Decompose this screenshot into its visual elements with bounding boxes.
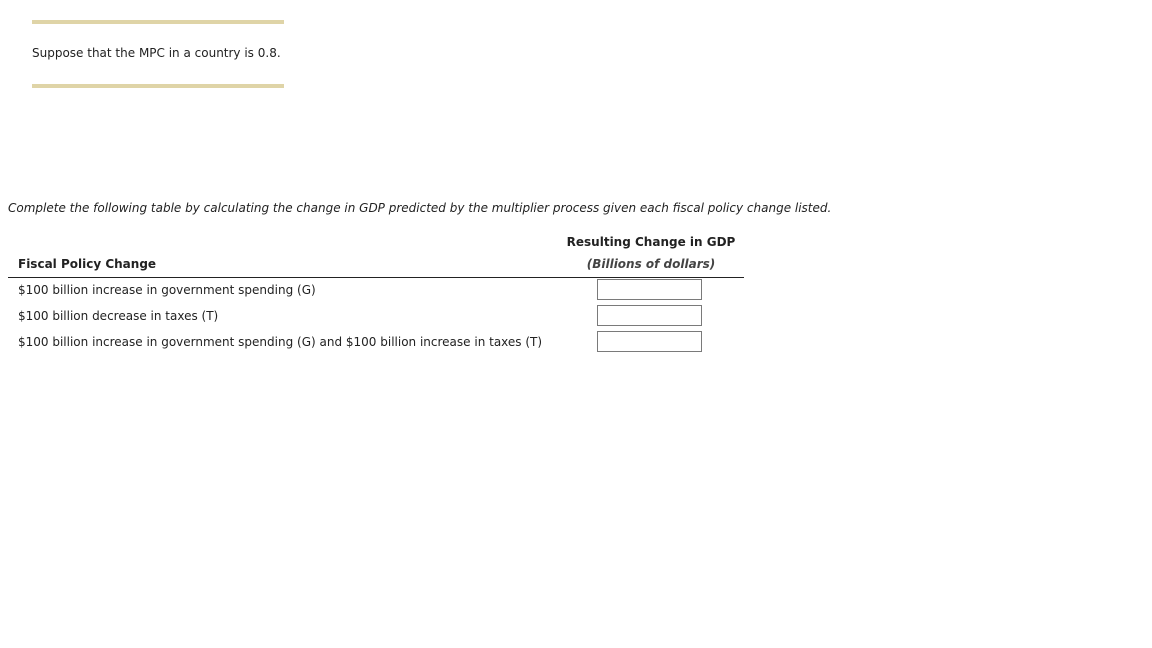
gdp-change-input-g-increase[interactable] — [597, 279, 702, 300]
gdp-change-input-t-decrease[interactable] — [597, 305, 702, 326]
callout-top-rule — [32, 20, 284, 24]
callout-text: Suppose that the MPC in a country is 0.8. — [32, 46, 281, 60]
policy-column-header: Fiscal Policy Change — [18, 257, 157, 271]
policy-label-t-decrease: $100 billion decrease in taxes (T) — [18, 309, 219, 323]
callout-bottom-rule — [32, 84, 284, 88]
result-column-units: (Billions of dollars) — [586, 257, 716, 271]
table-row — [8, 330, 744, 356]
mpc-callout — [32, 20, 284, 88]
result-column-header: Resulting Change in GDP — [566, 235, 736, 249]
gdp-change-input-g-and-t-increase[interactable] — [597, 331, 702, 352]
table-row — [8, 304, 744, 330]
table-row — [8, 278, 744, 304]
instructions-text: Complete the following table by calculating the change in GDP predicted by the multiplier process given each fiscal policy change listed. — [8, 201, 832, 215]
policy-label-g-increase: $100 billion increase in government spending (G) — [18, 283, 316, 297]
policy-label-g-and-t-increase: $100 billion increase in government spending (G) and $100 billion increase in taxes (T) — [18, 335, 543, 349]
